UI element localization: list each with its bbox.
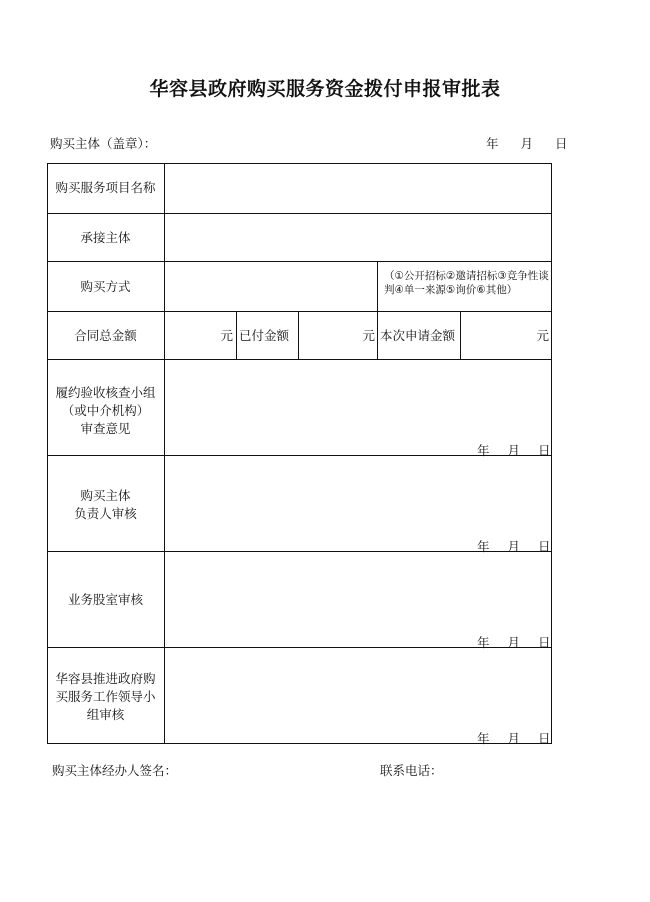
request-amount-unit[interactable]: 元 xyxy=(536,328,549,343)
leading-group-review-label-line3: 组审核 xyxy=(86,707,125,722)
contractor-label: 承接主体 xyxy=(80,229,131,245)
buyer-head-review-label-line2: 负责人审核 xyxy=(74,506,137,521)
date-day: 日 xyxy=(538,539,551,554)
date-day: 日 xyxy=(538,635,551,650)
acceptance-review-label-line2: （或中介机构） xyxy=(61,403,150,418)
header-date xyxy=(486,134,568,152)
project-name-label: 购买服务项目名称 xyxy=(55,180,156,195)
date-year: 年 xyxy=(477,635,490,650)
acceptance-review-label-line3: 审查意见 xyxy=(80,421,131,436)
leading-group-review-label-line1: 华容县推进政府购 xyxy=(55,671,156,686)
contract-total-unit[interactable]: 元 xyxy=(220,328,233,343)
date-month: 月 xyxy=(507,635,521,650)
date-month: 月 xyxy=(507,539,521,554)
approval-form-table xyxy=(47,163,552,744)
purchase-method-field[interactable] xyxy=(165,262,377,311)
buyer-seal-label: 购买主体（盖章）： xyxy=(50,136,157,151)
leading-group-review-label-line2: 买服务工作领导小 xyxy=(55,689,156,704)
date-year: 年 xyxy=(477,731,490,746)
leading-group-review-label xyxy=(47,670,164,724)
header-date-year: 年 xyxy=(486,136,499,151)
date-day: 日 xyxy=(538,731,551,746)
handler-sign-label: 购买主体经办人签名： xyxy=(52,763,178,778)
contract-total-label: 合同总金额 xyxy=(74,327,137,343)
header-date-day: 日 xyxy=(555,136,568,151)
form-title: 华容县政府购买服务资金拨付申报审批表 xyxy=(149,78,501,100)
date-month: 月 xyxy=(507,731,521,746)
date-day: 日 xyxy=(538,443,551,458)
acceptance-review-label-line1: 履约验收核查小组 xyxy=(55,385,156,400)
purchase-method-label: 购买方式 xyxy=(80,278,131,294)
paid-amount-unit[interactable]: 元 xyxy=(362,328,375,343)
paid-amount-label: 已付金额 xyxy=(239,328,290,343)
leading-group-review-date xyxy=(477,729,551,747)
purchase-method-options-note: （①公开招标②邀请招标③竞争性谈判④单一来源⑤询价⑥其他） xyxy=(384,270,549,296)
contractor-field[interactable] xyxy=(165,214,551,261)
project-name-field[interactable] xyxy=(165,163,551,213)
request-amount-label: 本次申请金额 xyxy=(380,328,456,343)
date-month: 月 xyxy=(507,443,521,458)
buyer-head-review-label-line1: 购买主体 xyxy=(80,488,131,503)
date-year: 年 xyxy=(477,443,490,458)
dept-review-label: 业务股室审核 xyxy=(67,592,143,607)
buyer-head-review-label xyxy=(47,487,164,523)
phone-label: 联系电话： xyxy=(380,763,443,778)
header-date-month: 月 xyxy=(520,136,534,151)
acceptance-review-label xyxy=(47,384,164,438)
date-year: 年 xyxy=(477,539,490,554)
